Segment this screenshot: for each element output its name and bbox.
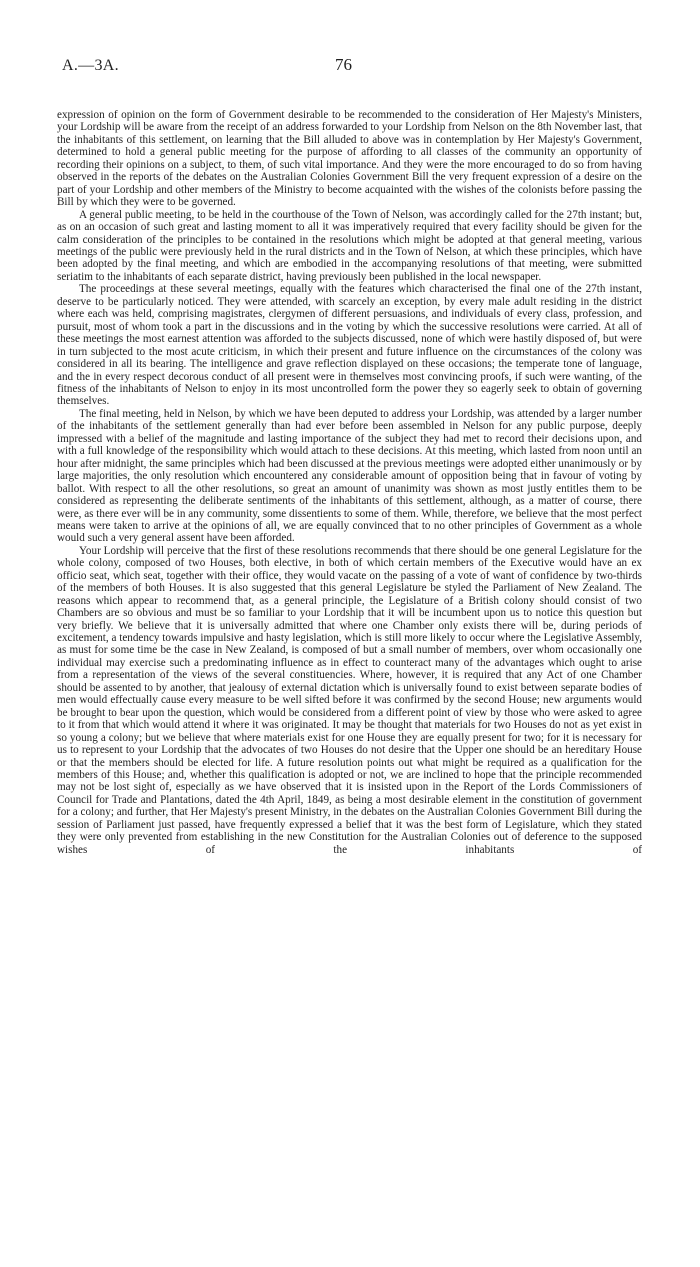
paragraph-continuation: expression of opinion on the form of Government desirable to be recommended to the consideration of Her Majesty's Ministers, your Lordship will be aware from the receipt of an address forwarded to your Lordship from Nelson on the 8th November last, that the inhabitants of this settlement, on learning that the Bill alluded to above was in contemplation by Her Majesty's Government, determined to hold a general public meeting for the purpose of affording to all classes of the community an opportunity of recording their opinions on a subject, to them, of such vital importance. And they were the more encouraged to do so from having observed in the reports of the debates on the Australian Colonies Government Bill the very frequent expression of a desire on the part of your Lordship and other members of the Ministry to become acquainted with the wishes of the colonists before passing the Bill by which they were to be governed. bbox=[57, 109, 642, 209]
body-text bbox=[57, 109, 642, 856]
paragraph-resolutions: Your Lordship will perceive that the first of these resolutions recommends that there should be one general Legislature for the whole colony, composed of two Houses, both elective, in both of which certain members of the Executive would have an ex officio seat, which seat, together with their office, they would vacate on the passing of a vote of want of confidence by two-thirds of the members of both Houses. It is also suggested that this general Legislature be styled the Parliament of New Zealand. The reasons which appear to recommend that, as a general principle, the Legislature of a British colony should consist of two Chambers are so obvious and must be so familiar to your Lordship that it will be incumbent upon us to notice this question but very briefly. We believe that it is universally admitted that where one Chamber only exists there will be, during periods of excitement, a tendency towards impulsive and hasty legislation, which is still more likely to occur where the Legislative Assembly, as must for some time be the case in New Zealand, is composed of but a small number of members, over whom occasionally one individual may exercise such a predominating influence as in effect to counteract many of the advantages which ought to arise from a representation of the views of the several constituencies. Where, however, it is required that any Act of one Chamber should be assented to by another, that jealousy of external dictation which is universally found to exist between separate bodies of men would effectually cause every measure to be well sifted before it was confirmed by the second House; new arguments would be brought to bear upon the question, which would be considered from a different point of view by those who were asked to agree to it from that which would attend it where it was originated. It may be thought that materials for two Houses do not as yet exist in so young a colony; but we believe that where materials exist for one House they are equally present for two; for it is necessary for us to represent to your Lordship that the advocates of two Houses do not desire that the Upper one should be an hereditary House or that the members should be elected for life. A future resolution points out what might be required as a qualification for the members of this House; and, whether this qualification is adopted or not, we are inclined to hope that the principle recommended may not be lost sight of, especially as we have observed that it is insisted upon in the Report of the Lords Commissioners of Council for Trade and Plantations, dated the 4th April, 1849, as being a most desirable element in the constitution of government for a colony; and further, that Her Majesty's present Ministry, in the debates on the Australian Colonies Government Bill during the session of Parliament just passed, have frequently expressed a belief that it was the best form of Legislature, which they stated they were only prevented from establishing in the new Constitution for the Australian Colonies out of deference to the supposed wishes of the inhabitants of bbox=[57, 544, 642, 856]
paragraph-proceedings: The proceedings at these several meetings, equally with the features which characterised the final one of the 27th instant, deserve to be particularly noticed. They were attended, with scarcely an exception, by every male adult residing in the district where each was held, comprising magistrates, clergymen of different persuasions, and individuals of every class, profession, and pursuit, most of whom took a part in the discussions and in the voting by which the successive resolutions were carried. At all of these meetings the most earnest attention was afforded to the subjects discussed, none of which were hastily disposed of, but were in turn subjected to the most acute criticism, in which their present and future influence on the circumstances of the colony was considered in all its bearing. The intelligence and grave reflection displayed on these occasions; the temperate tone of language, and the in every respect decorous conduct of all present were in themselves most convincing proofs, if such were wanting, of the fitness of the inhabitants of Nelson to enjoy in its most uncontrolled form the power they so eagerly seek to obtain of governing themselves. bbox=[57, 283, 642, 408]
paragraph-public-meeting: A general public meeting, to be held in the courthouse of the Town of Nelson, was accordingly called for the 27th instant; but, as on an occasion of such great and lasting moment to all it was imperatively required that every facility should be given for the calm consideration of the principles to be contained in the resolutions which might be adopted at that general meeting, various meetings of the public were previously held in the rural districts and in the Town of Nelson, at which these principles, which have been adopted by the final meeting, and which are embodied in the accompanying resolutions of that meeting, were submitted seriatim to the inhabitants of each separate district, having previously been published in the local newspaper. bbox=[57, 208, 642, 283]
page-header bbox=[0, 57, 700, 81]
page-number: 76 bbox=[335, 55, 352, 74]
paragraph-final-meeting: The final meeting, held in Nelson, by which we have been deputed to address your Lordship, was attended by a larger number of the inhabitants of the settlement generally than had ever before been assembled in Nelson for any public purpose, deeply impressed with a belief of the magnitude and lasting importance of the subject they had met to record their decisions upon, and with a full knowledge of the responsibility which would attach to these decisions. At this meeting, which lasted from noon until an hour after midnight, the same principles which had been discussed at the previous meetings were adopted either unanimously or by large majorities, the only resolution which encountered any considerable amount of opposition being that in favour of voting by ballot. With respect to all the other resolutions, so great an amount of unanimity was shown as most justly entitles them to be considered as representing the deliberate sentiments of the inhabitants of this settlement, although, as a matter of course, there were, as there ever will be in any community, some dissentients to some of them. While, therefore, we believe that the most perfect means were taken to arrive at the opinions of all, we are equally convinced that to no other principles of Government as a whole would such a very general assent have been afforded. bbox=[57, 407, 642, 545]
document-reference: A.—3A. bbox=[62, 57, 119, 74]
